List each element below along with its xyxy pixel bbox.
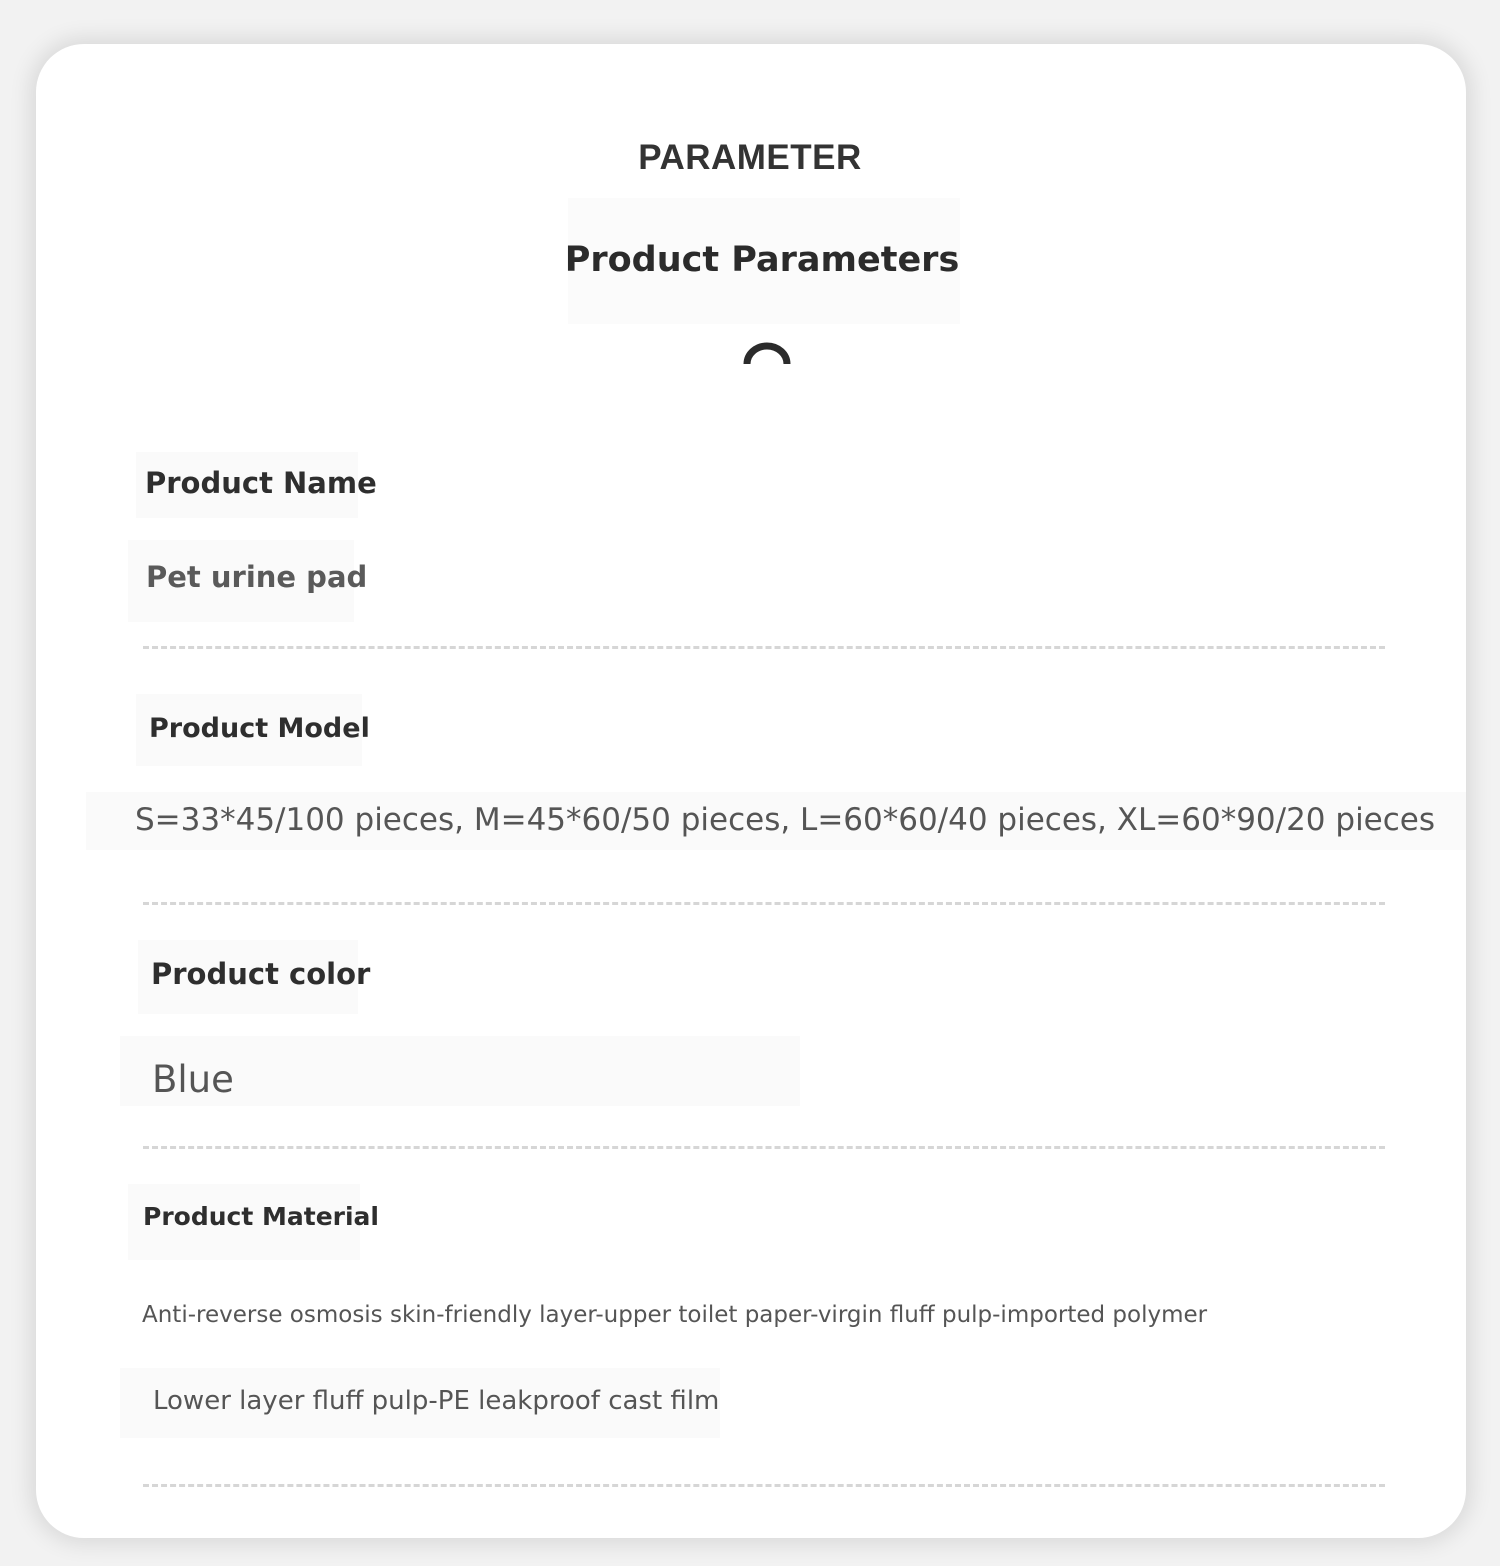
- param-label-name: Product Name: [145, 466, 377, 500]
- param-label-color: Product color: [151, 957, 371, 991]
- param-label-material: Product Material: [143, 1202, 379, 1231]
- param-label-model: Product Model: [149, 713, 370, 744]
- param-value-material-line2: Lower layer fluff pulp-PE leakproof cast film: [153, 1386, 720, 1416]
- page-title: Product Parameters: [564, 240, 960, 280]
- divider: [143, 646, 1385, 649]
- section-heading: PARAMETER: [638, 138, 862, 177]
- divider: [143, 902, 1385, 905]
- arc-icon: [742, 340, 792, 366]
- param-value-name: Pet urine pad: [146, 560, 368, 594]
- param-value-model: S=33*45/100 pieces, M=45*60/50 pieces, L=60*60/40 pieces, XL=60*90/20 pieces: [135, 802, 1436, 838]
- param-value-color: Blue: [152, 1058, 234, 1101]
- param-value-material-line1: Anti-reverse osmosis skin-friendly layer-upper toilet paper-virgin fluff pulp-imported polymer: [142, 1302, 1208, 1328]
- divider: [143, 1146, 1385, 1149]
- divider: [143, 1484, 1385, 1487]
